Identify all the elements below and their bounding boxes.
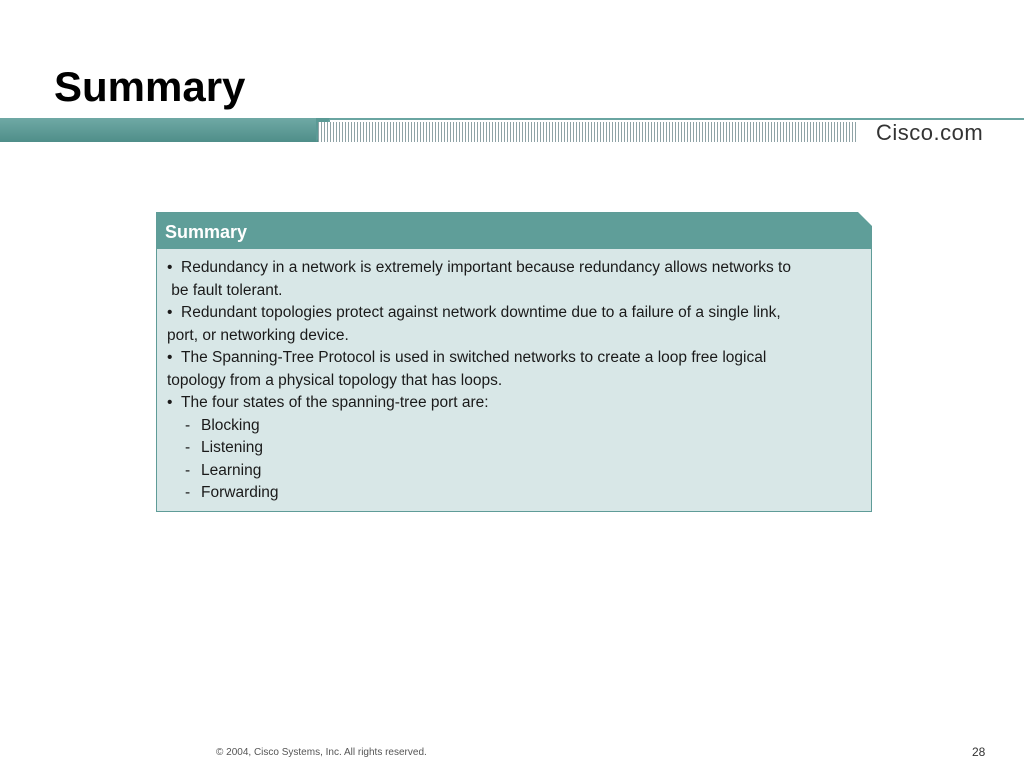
bullet-mark: • [167, 349, 173, 366]
header-bar [0, 118, 1024, 144]
cisco-logo: Cisco.com [876, 120, 984, 145]
port-state-item [167, 415, 857, 438]
bullet-text: Redundant topologies protect against network downtime due to a failure of a single link, [181, 304, 781, 321]
summary-box-corner [858, 212, 872, 226]
header-stripes [318, 122, 858, 142]
port-state-dash: - [185, 484, 191, 501]
port-state-label: Listening [201, 439, 264, 456]
bullet-mark: • [167, 304, 173, 321]
summary-bullet [167, 257, 857, 302]
port-state-label: Forwarding [201, 484, 279, 501]
bullet-mark: • [167, 259, 173, 276]
summary-box [156, 212, 872, 512]
page-number: 28 [972, 745, 986, 759]
port-state-item [167, 460, 857, 483]
summary-bullet [167, 392, 857, 415]
bullet-text-continued: port, or networking device. [167, 326, 349, 344]
port-state-dash: - [185, 461, 191, 479]
bullet-text: The four states of the spanning-tree port are: [181, 394, 489, 411]
bullet-text: The Spanning-Tree Protocol is used in switched networks to create a loop free logical [181, 349, 767, 366]
port-state-item [167, 437, 857, 460]
bullet-text-continued: topology from a physical topology that has loops. [167, 371, 503, 389]
summary-box-header [157, 213, 871, 249]
bullet-text-continued: be fault tolerant. [167, 281, 283, 299]
port-state-dash: - [185, 416, 191, 434]
footer-copyright: © 2004, Cisco Systems, Inc. All rights reserved. [216, 747, 427, 758]
summary-bullet [167, 347, 857, 392]
port-state-dash: - [185, 439, 191, 456]
slide-title: Summary [54, 63, 246, 110]
bullet-mark: • [167, 394, 173, 411]
port-state-label: Blocking [201, 416, 260, 434]
port-state-item [167, 482, 857, 505]
summary-bullet [167, 302, 857, 347]
header-teal-band [0, 118, 330, 142]
bullet-text: Redundancy in a network is extremely important because redundancy allows networks to [181, 259, 791, 276]
summary-box-body [167, 257, 857, 505]
summary-box-title: Summary [165, 222, 248, 242]
port-state-label: Learning [201, 461, 262, 479]
